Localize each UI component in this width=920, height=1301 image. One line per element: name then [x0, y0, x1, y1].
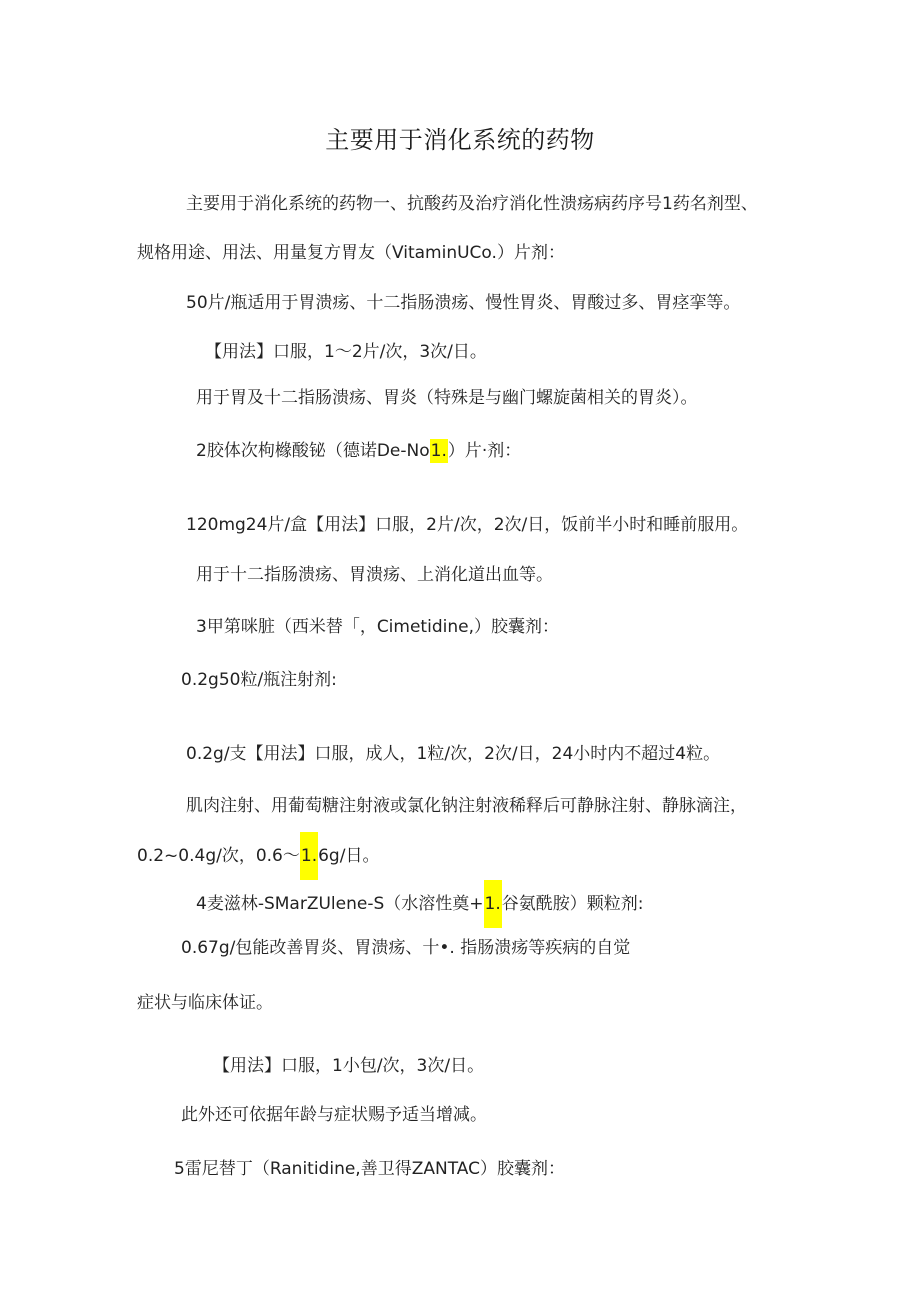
paragraph-line: 用于十二指肠溃疡、胃溃疡、上消化道出血等。 [196, 565, 553, 585]
highlight-mark: 1. [484, 880, 502, 928]
line-text-pre: 2胶体次枸橼酸铋（德诺De-No [196, 441, 430, 461]
line-text-post: 谷氨酰胺）颗粒剂: [501, 894, 644, 914]
paragraph-line: 120mg24片/盒【用法】口服，2片/次，2次/日，饭前半小时和睡前服用。 [186, 515, 749, 535]
line-text-pre: 0.2~0.4g∕次，0.6～ [137, 846, 300, 866]
paragraph-line-highlighted [196, 439, 521, 463]
paragraph-line: 3甲第咪脏（西米替「，Cimetidine,）胶囊剂： [196, 617, 559, 637]
paragraph-line: 用于胃及十二指肠溃疡、胃炎（特殊是与幽门螺旋菌相关的胃炎）。 [196, 388, 698, 408]
paragraph-line: 规格用途、用法、用量复方胃友（VitaminUCo.）片剂： [137, 243, 565, 263]
line-text-pre: 4麦滋林-SMarZUlene-S（水溶性奠+ [196, 894, 484, 914]
paragraph-line: 0.67g∕包能改善胃炎、胃溃疡、十•. 指肠溃疡等疾病的自觉 [181, 938, 631, 958]
paragraph-line-highlighted [137, 832, 379, 880]
paragraph-line: 50片/瓶适用于胃溃疡、十二指肠溃疡、慢性胃炎、胃酸过多、胃痉挛等。 [186, 293, 741, 313]
paragraph-line: 0.2g50粒/瓶注射剂: [181, 670, 337, 690]
paragraph-line: 症状与临床体证。 [137, 993, 273, 1013]
paragraph-line: 此外还可依据年龄与症状赐予适当增减。 [181, 1105, 487, 1125]
paragraph-line: 0.2g∕支【用法】口服，成人，1粒/次，2次/日，24小时内不超过4粒。 [186, 744, 721, 764]
line-text-post: 6g∕日。 [318, 846, 380, 866]
highlight-mark: 1. [300, 832, 318, 880]
paragraph-line-highlighted [196, 880, 643, 928]
paragraph-line: 5雷尼替丁（Ranitidine,善卫得ZANTAC）胶囊剂： [174, 1159, 565, 1179]
paragraph-line: 主要用于消化系统的药物一、抗酸药及治疗消化性溃疡病药序号1药名剂型、 [186, 194, 758, 214]
paragraph-line: 【用法】口服，1小包/次，3次/日。 [213, 1056, 485, 1076]
highlight-mark: 1. [430, 441, 447, 461]
line-text-post: ）片·剂： [447, 441, 522, 461]
paragraph-line: 肌肉注射、用葡萄糖注射液或氯化钠注射液稀释后可静脉注射、静脉滴注， [186, 796, 747, 816]
page-title: 主要用于消化系统的药物 [325, 126, 595, 154]
paragraph-line: 【用法】口服，1～2片/次，3次/日。 [205, 342, 487, 362]
